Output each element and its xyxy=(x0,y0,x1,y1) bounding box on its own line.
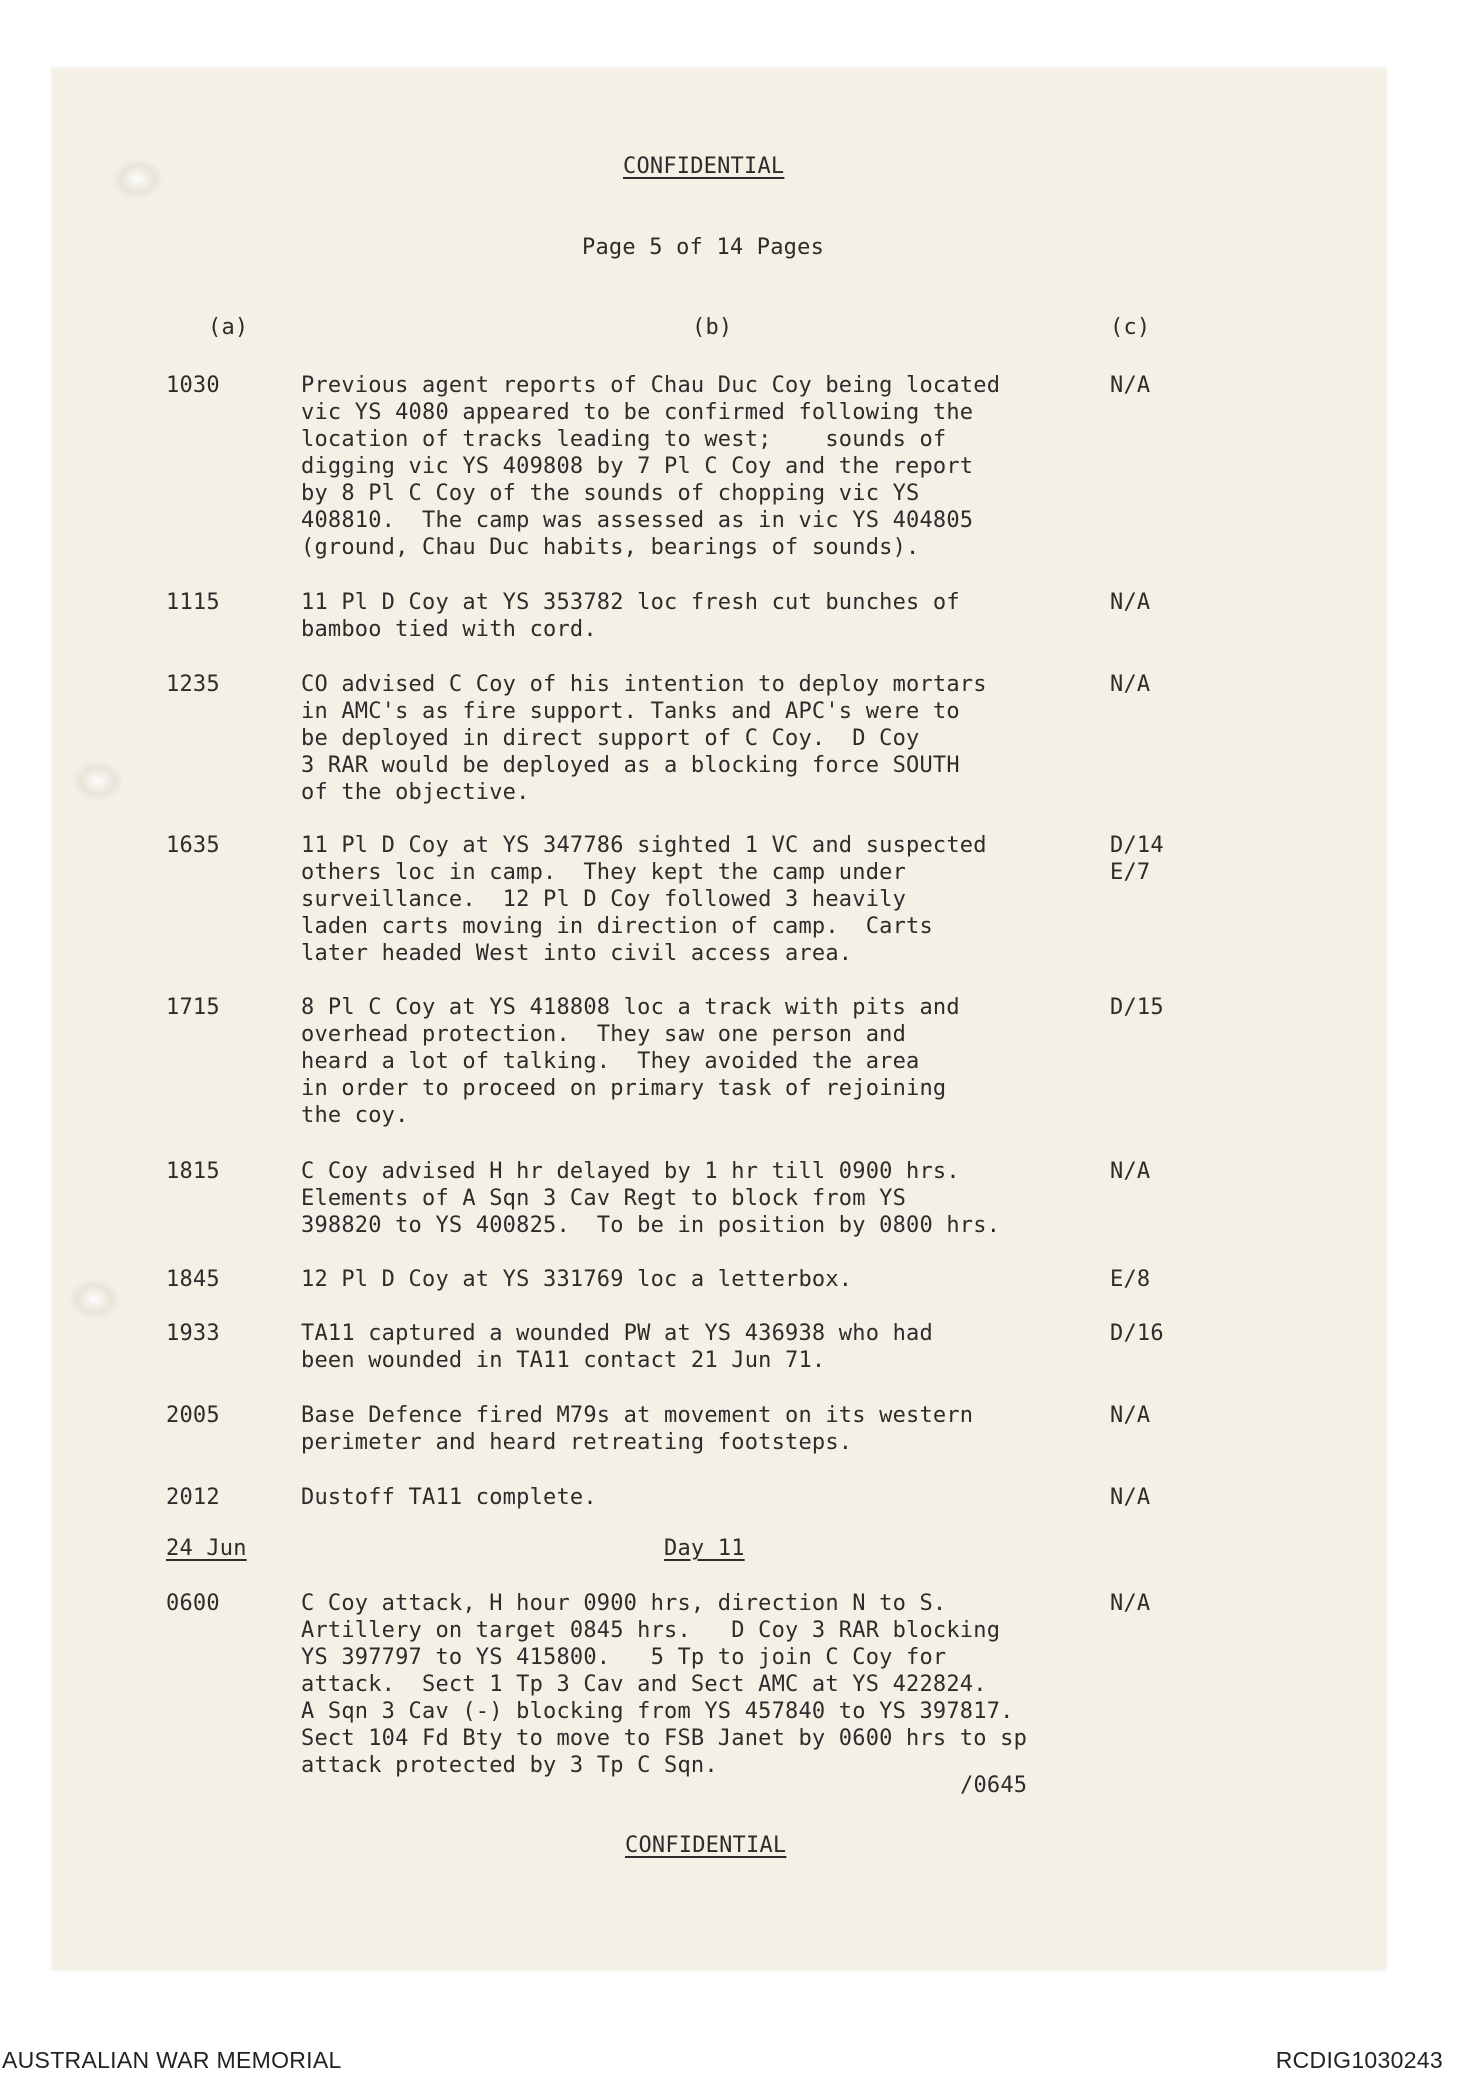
paper-crease-mark xyxy=(72,760,124,802)
entry-reference: N/A xyxy=(1110,1403,1151,1428)
entry-reference: N/A xyxy=(1110,590,1151,615)
entry-text-line: A Sqn 3 Cav (-) blocking from YS 457840 to YS 397817. xyxy=(301,1699,1014,1724)
final-entry-text xyxy=(301,1590,1027,1779)
entry-time: 2005 xyxy=(166,1403,220,1428)
entry-text-line: been wounded in TA11 contact 21 Jun 71. xyxy=(301,1348,826,1373)
entry-text-line: others loc in camp. They kept the camp under xyxy=(301,860,907,885)
entry-text xyxy=(301,1320,933,1374)
entry-text-line: the coy. xyxy=(301,1103,409,1128)
entry-text-line: in order to proceed on primary task of rejoining xyxy=(301,1076,947,1101)
archive-name: AUSTRALIAN WAR MEMORIAL xyxy=(2,2047,342,2073)
entry-time: 1030 xyxy=(166,373,220,398)
entry-text xyxy=(301,1402,973,1456)
entry-text-line: C Coy advised H hr delayed by 1 hr till 0900 hrs. xyxy=(301,1159,960,1184)
entry-text-line: Artillery on target 0845 hrs. D Coy 3 RAR blocking xyxy=(301,1618,1001,1643)
entry-text-line: 8 Pl C Coy at YS 418808 loc a track with pits and xyxy=(301,995,960,1020)
final-entry-ref: N/A xyxy=(1110,1591,1151,1616)
paper-crease-mark xyxy=(112,158,164,200)
entry-reference: D/16 xyxy=(1110,1321,1164,1346)
entry-reference: N/A xyxy=(1110,672,1151,697)
entry-reference: N/A xyxy=(1110,1485,1151,1510)
entry-text-line: heard a lot of talking. They avoided the area xyxy=(301,1049,920,1074)
continuation-mark: /0645 xyxy=(960,1773,1028,1798)
entry-text-line: in AMC's as fire support. Tanks and APC's were to xyxy=(301,699,960,724)
entry-reference: N/A xyxy=(1110,373,1151,398)
entry-text xyxy=(301,994,960,1129)
entry-text-line: 398820 to YS 400825. To be in position by 0800 hrs. xyxy=(301,1213,1001,1238)
entry-text-line: by 8 Pl C Coy of the sounds of chopping vic YS xyxy=(301,481,920,506)
entry-text-line: vic YS 4080 appeared to be confirmed following the xyxy=(301,400,974,425)
paper-crease-mark xyxy=(68,1278,120,1320)
entry-text-line: later headed West into civil access area. xyxy=(301,941,853,966)
entry-text xyxy=(301,589,960,643)
entry-text-line: Previous agent reports of Chau Duc Coy being located xyxy=(301,373,1001,398)
entry-text xyxy=(301,832,987,967)
entry-text-line: attack protected by 3 Tp C Sqn. xyxy=(301,1753,718,1778)
entry-text-line: be deployed in direct support of C Coy. D Coy xyxy=(301,726,920,751)
column-header-c: (c) xyxy=(1110,315,1151,340)
entry-text-line: 3 RAR would be deployed as a blocking force SOUTH xyxy=(301,753,960,778)
entry-time: 1933 xyxy=(166,1321,220,1346)
entry-text xyxy=(301,1484,597,1511)
entry-text-line: 11 Pl D Coy at YS 353782 loc fresh cut bunches of xyxy=(301,590,960,615)
entry-time: 1815 xyxy=(166,1159,220,1184)
page-number: Page 5 of 14 Pages xyxy=(582,235,825,260)
entry-text-line: surveillance. 12 Pl D Coy followed 3 heavily xyxy=(301,887,907,912)
classification-footer: CONFIDENTIAL xyxy=(625,1833,787,1858)
entry-time: 1235 xyxy=(166,672,220,697)
entry-text xyxy=(301,1158,1000,1239)
entry-time: 1115 xyxy=(166,590,220,615)
entry-text xyxy=(301,671,987,806)
entry-text-line: bamboo tied with cord. xyxy=(301,617,597,642)
entry-text-line: Elements of A Sqn 3 Cav Regt to block from YS xyxy=(301,1186,907,1211)
column-header-b: (b) xyxy=(692,315,733,340)
entry-text-line: Base Defence fired M79s at movement on its western xyxy=(301,1403,974,1428)
entry-text-line: Sect 104 Fd Bty to move to FSB Janet by 0600 hrs to sp xyxy=(301,1726,1028,1751)
entry-reference: N/A xyxy=(1110,1159,1151,1184)
date-heading: 24 Jun xyxy=(166,1536,247,1561)
entry-time: 1845 xyxy=(166,1267,220,1292)
entry-text-line: perimeter and heard retreating footsteps. xyxy=(301,1430,853,1455)
entry-text-line: Dustoff TA11 complete. xyxy=(301,1485,597,1510)
entry-text-line: (ground, Chau Duc habits, bearings of sounds). xyxy=(301,535,920,560)
archive-reference: RCDIG1030243 xyxy=(1275,2047,1443,2073)
entry-text-line: YS 397797 to YS 415800. 5 Tp to join C Coy for xyxy=(301,1645,947,1670)
entry-time: 1635 xyxy=(166,833,220,858)
entry-text-line: laden carts moving in direction of camp. Carts xyxy=(301,914,933,939)
entry-text-line: location of tracks leading to west; sounds of xyxy=(301,427,947,452)
entry-text-line: 408810. The camp was assessed as in vic YS 404805 xyxy=(301,508,974,533)
final-entry-time: 0600 xyxy=(166,1591,220,1616)
day-heading: Day 11 xyxy=(664,1536,745,1561)
classification-header: CONFIDENTIAL xyxy=(623,154,785,179)
entry-time: 2012 xyxy=(166,1485,220,1510)
entry-text xyxy=(301,1266,852,1293)
entry-text xyxy=(301,372,1000,561)
entry-reference: D/14 xyxy=(1110,833,1164,858)
entry-reference: E/8 xyxy=(1110,1267,1151,1292)
entry-text-line: of the objective. xyxy=(301,780,530,805)
entry-text-line: digging vic YS 409808 by 7 Pl C Coy and the report xyxy=(301,454,974,479)
entry-text-line: C Coy attack, H hour 0900 hrs, direction N to S. xyxy=(301,1591,947,1616)
entry-text-line: TA11 captured a wounded PW at YS 436938 who had xyxy=(301,1321,933,1346)
entry-reference: D/15 xyxy=(1110,995,1164,1020)
entry-text-line: 12 Pl D Coy at YS 331769 loc a letterbox. xyxy=(301,1267,853,1292)
entry-text-line: overhead protection. They saw one person and xyxy=(301,1022,907,1047)
entry-text-line: attack. Sect 1 Tp 3 Cav and Sect AMC at YS 422824. xyxy=(301,1672,987,1697)
entry-time: 1715 xyxy=(166,995,220,1020)
entry-text-line: 11 Pl D Coy at YS 347786 sighted 1 VC and suspected xyxy=(301,833,987,858)
entry-text-line: CO advised C Coy of his intention to deploy mortars xyxy=(301,672,987,697)
column-header-a: (a) xyxy=(208,315,249,340)
entry-reference-secondary: E/7 xyxy=(1110,860,1151,885)
